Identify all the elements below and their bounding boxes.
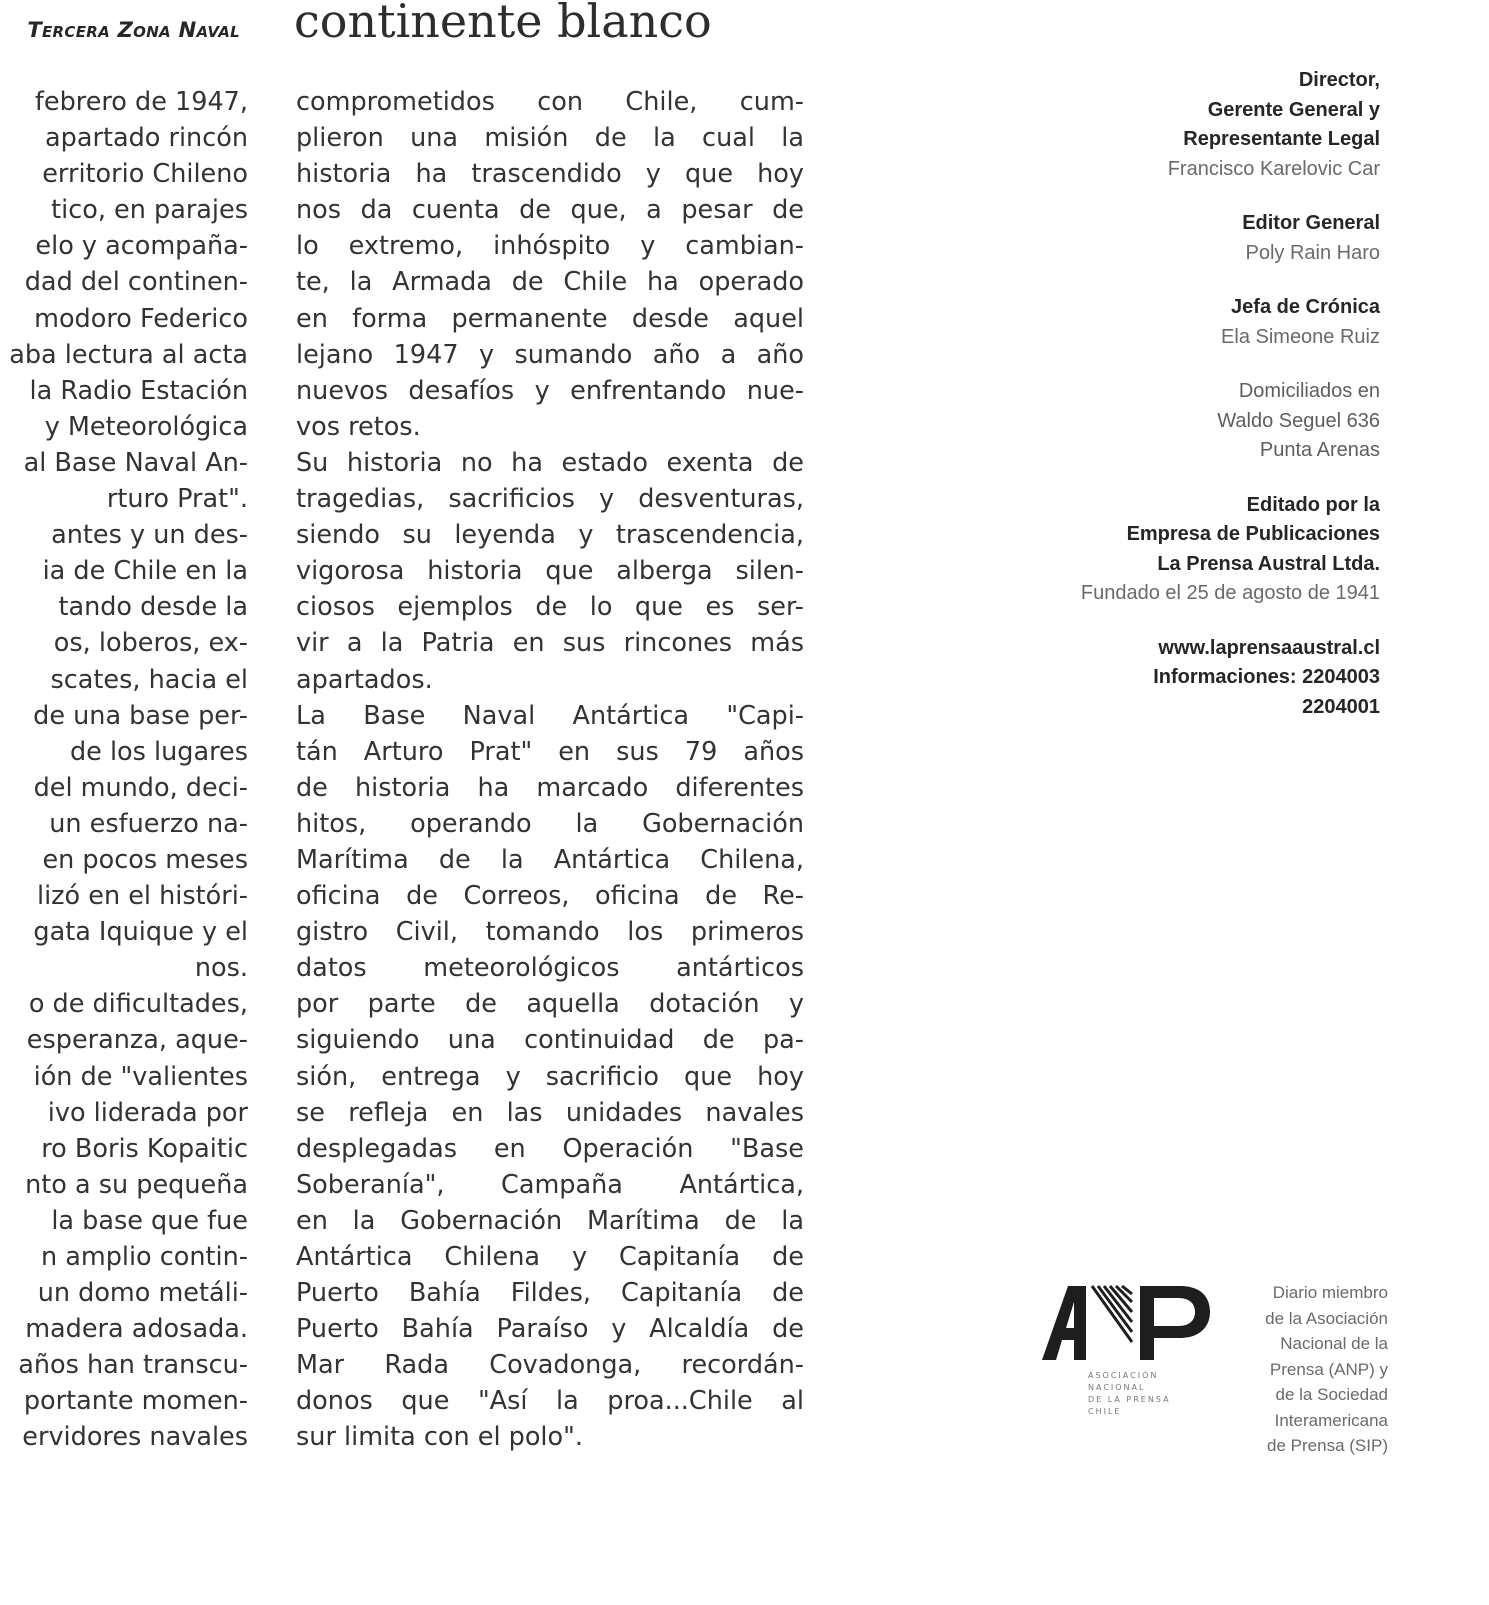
anp-logo-subtext: CHILE [1088,1407,1122,1416]
main-column-text [296,84,804,1456]
director-title: Director, [1298,69,1380,91]
text-line: madera adosada. [25,1314,248,1345]
text-line: plieron una misión de la cual la [296,123,804,154]
phone-line: Informaciones: 2204003 [1153,666,1380,688]
caption-line: Diario miembro [1272,1283,1388,1302]
phone-line: 2204001 [1302,695,1380,718]
text-line: nuevos desafíos y enfrentando nue- [296,375,804,406]
text-line: siguiendo una continuidad de pa- [296,1025,804,1056]
text-line: rturo Prat". [106,484,248,515]
text-line: en pocos meses [42,844,248,875]
text-line: portante momen- [23,1386,248,1417]
masthead-director [960,66,1380,184]
text-line: te, la Armada de Chile ha operado [296,267,804,298]
text-line: n amplio contin- [40,1242,248,1272]
text-line: de los lugares [69,736,248,767]
text-line: lejano 1947 y sumando año a año [296,339,804,370]
text-line: oficina de Correos, oficina de Re- [296,881,804,912]
director-title: Gerente General y [1207,98,1380,121]
text-line: elo y acompaña- [35,231,248,262]
chronicle-name: Ela Simeone Ruiz [1221,325,1380,348]
text-line: en la Gobernación Marítima de la [296,1205,804,1236]
text-line: febrero de 1947, [34,87,248,117]
caption-line: Prensa (ANP) y [1269,1359,1388,1379]
text-line: sión, entrega y sacrificio que hoy [296,1061,804,1092]
text-line: hitos, operando la Gobernación [296,808,804,839]
anp-logo-subtext: ASOCIACIÓN [1088,1371,1159,1380]
text-line: nos da cuenta de que, a pesar de [296,195,804,226]
text-line: tico, en parajes [51,195,248,226]
publisher-line: La Prensa Austral Ltda. [1157,552,1380,575]
text-line: gata Iquique y el [33,917,248,948]
editor-name: Poly Rain Haro [1245,241,1380,264]
text-line: comprometidos con Chile, cum- [296,87,804,117]
text-line: en forma permanente desde aquel [296,303,804,334]
text-line: y Meteorológica [44,411,248,442]
text-line: de una base per- [33,700,248,731]
text-line: años han transcu- [18,1350,248,1381]
text-line: sur limita con el polo". [296,1422,583,1453]
caption-line: Interamericana [1274,1410,1388,1430]
caption-line: de la Asociación [1265,1308,1388,1328]
text-line: ciosos ejemplos de lo que es ser- [296,592,804,623]
text-line: tando desde la [58,592,248,623]
address-line: Domiciliados en [1238,380,1380,402]
address-line: Waldo Seguel 636 [1217,409,1380,432]
text-line: os, loberos, ex- [53,628,248,659]
text-line: un esfuerzo na- [49,808,248,839]
text-line: lo extremo, inhóspito y cambian- [296,231,804,262]
director-name: Francisco Karelovic Car [1167,157,1380,180]
masthead-address [960,377,1380,466]
anp-logo [1040,1280,1230,1430]
chronicle-title: Jefa de Crónica [1231,296,1380,318]
masthead-editor [960,209,1380,268]
anp-logo-subtext: DE LA PRENSA [1088,1395,1171,1404]
publisher-line: Empresa de Publicaciones [1126,523,1380,545]
text-line: de historia ha marcado diferentes [296,772,804,803]
text-line: tán Arturo Prat" en sus 79 años [296,736,804,767]
text-line: del mundo, deci- [33,772,248,803]
editor-title: Editor General [1242,212,1380,234]
address-line: Punta Arenas [1259,439,1380,461]
text-line: dad del continen- [24,267,248,298]
founded-date: Fundado el 25 de agosto de 1941 [1080,582,1380,604]
text-line: modoro Federico [34,303,248,334]
text-line: La Base Naval Antártica "Capi- [296,700,804,731]
text-line: Mar Rada Covadonga, recordán- [296,1350,804,1381]
anp-logo-subtext: NACIONAL [1088,1383,1146,1392]
text-line: al Base Naval An- [23,447,248,478]
anp-logo-mark [1042,1286,1210,1360]
masthead-chronicle [960,293,1380,352]
text-line: vos retos. [296,411,421,442]
text-line: Puerto Bahía Paraíso y Alcaldía de [296,1314,804,1345]
text-line: apartados. [296,664,433,695]
text-line: esperanza, aque- [26,1025,248,1056]
text-line: vigorosa historia que alberga silen- [296,556,804,587]
masthead-contact [960,634,1380,723]
text-line: ión de "valientes [33,1061,248,1092]
headline: continente blanco [294,0,712,48]
text-line: tragedias, sacrificios y desventuras, [296,484,804,515]
anp-caption [1228,1280,1388,1459]
text-line: nto a su pequeña [25,1169,248,1200]
text-line: un domo metáli- [37,1278,248,1309]
text-line: datos meteorológicos antárticos [296,953,804,984]
text-line: lizó en el históri- [37,881,248,912]
website-link[interactable]: www.laprensaaustral.cl [1158,636,1380,659]
text-line: la Radio Estación [29,375,248,406]
text-line: ervidores navales [22,1422,248,1453]
caption-line: Nacional de la [1280,1334,1388,1353]
text-line: historia ha trascendido y que hoy [296,159,804,190]
masthead [960,66,1380,747]
text-line: scates, hacia el [50,664,248,695]
publisher-line: Editado por la [1246,493,1380,516]
text-line: se refleja en las unidades navales [296,1097,804,1128]
text-line: antes y un des- [51,520,248,551]
caption-line: de la Sociedad [1275,1385,1388,1404]
text-line: gistro Civil, tomando los primeros [296,917,804,948]
text-line: apartado rincón [45,123,248,154]
text-line: por parte de aquella dotación y [296,989,804,1020]
director-title: Representante Legal [1183,128,1380,150]
text-line: nos. [194,953,248,984]
text-line: Antártica Chilena y Capitanía de [296,1242,804,1272]
text-line: erritorio Chileno [42,159,248,190]
text-line: ia de Chile en la [42,556,248,587]
byline: Tercera Zona Naval [27,18,240,42]
text-line: Marítima de la Antártica Chilena, [296,844,804,875]
caption-line: de Prensa (SIP) [1267,1436,1388,1455]
text-line: Su historia no ha estado exenta de [296,447,804,478]
text-line: donos que "Así la proa...Chile al [296,1386,804,1417]
text-line: aba lectura al acta [9,339,248,370]
text-line: o de dificultades, [28,989,248,1020]
text-line: la base que fue [51,1205,248,1236]
text-line: Soberanía", Campaña Antártica, [296,1169,804,1200]
left-column-text [0,84,248,1456]
text-line: Puerto Bahía Fildes, Capitanía de [296,1278,804,1309]
text-line: vir a la Patria en sus rincones más [296,628,804,659]
text-line: ivo liderada por [47,1097,248,1128]
text-line: desplegadas en Operación "Base [296,1133,804,1164]
text-line: siendo su leyenda y trascendencia, [296,520,804,551]
text-line: ro Boris Kopaitic [41,1133,248,1164]
masthead-publisher [960,491,1380,609]
